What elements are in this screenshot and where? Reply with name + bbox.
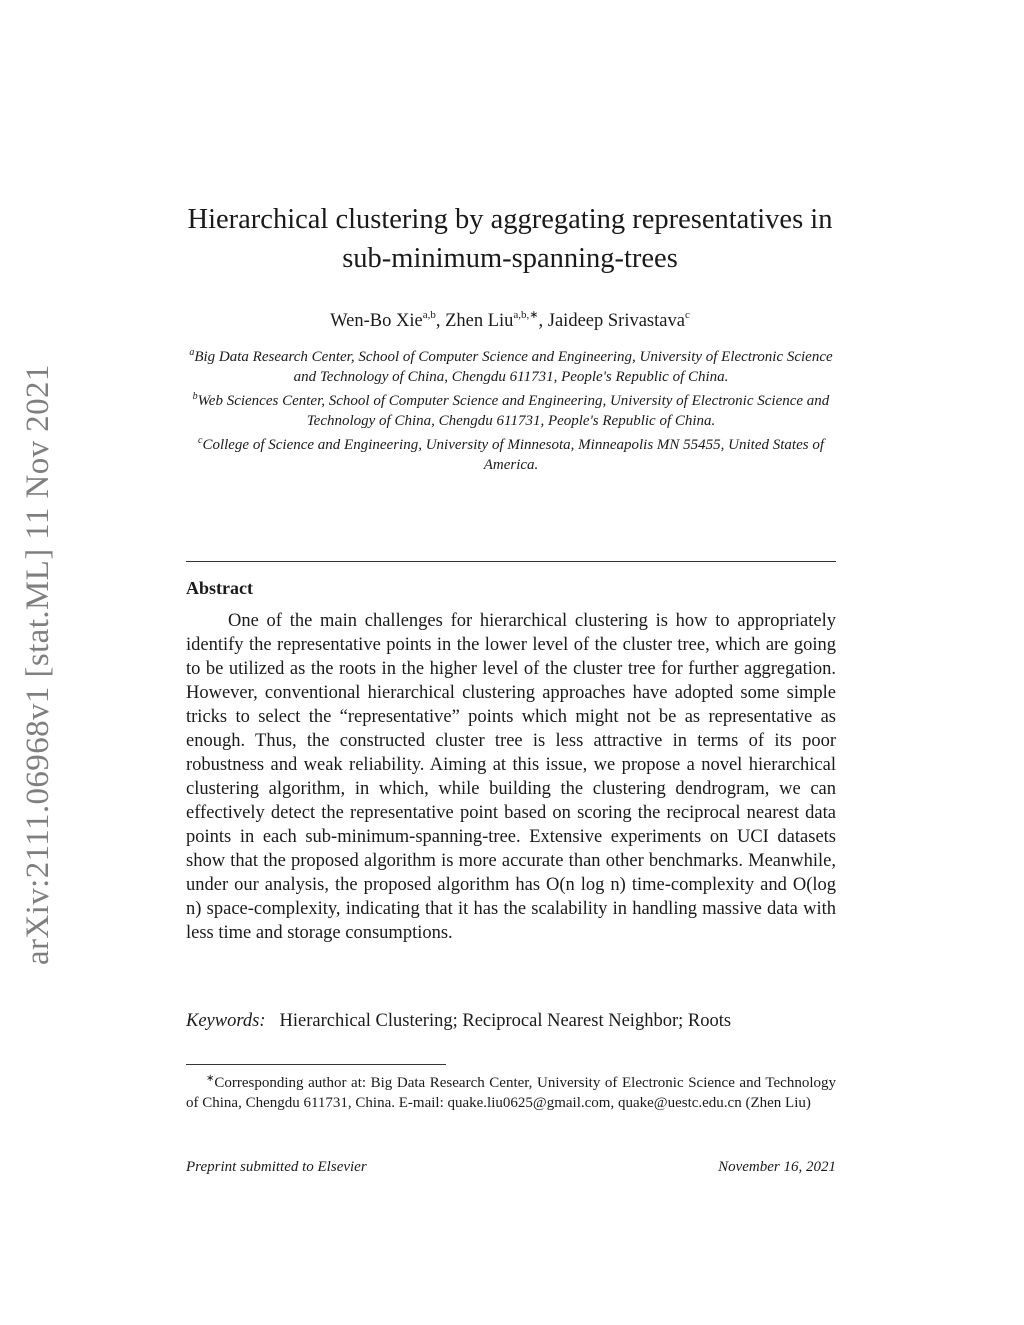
abstract-body: One of the main challenges for hierarchical clustering is how to appropriately identify the representative points in the lower level of the cluster tree, which are going to be utilized as the roots in the higher level of the cluster tree for further aggregation. However, conventional hierarchical clustering approaches have adopted some simple tricks to select the “representative” points which might not be as representative as enough. Thus, the constructed cluster tree is less attractive in terms of its poor robustness and weak reliability. Aiming at this issue, we propose a novel hierarchical clustering algorithm, in which, while building the clustering dendrogram, we can effectively detect the representative point based on scoring the reciprocal nearest data points in each sub-minimum-spanning-tree. Extensive experiments on UCI datasets show that the proposed algorithm is more accurate than other benchmarks. Meanwhile, under our analysis, the proposed algorithm has O(n log n) time-complexity and O(log n) space-complexity, indicating that it has the scalability in handling massive data with less time and storage consumptions.	[186, 611, 836, 943]
affiliation: $^c$College of Science and Engineering, University of Minnesota, Minneapolis MN 55455, United States of America.	[197, 435, 824, 473]
keywords-label: Keywords:	[186, 1011, 266, 1031]
author-list: Wen-Bo Xie$^{a,b}$, Zhen Liu$^{a,b,∗}$, Jaideep Srivastava$^c$	[330, 309, 690, 331]
footnote-divider	[186, 1064, 446, 1065]
author-name: Zhen Liu	[445, 311, 514, 331]
affiliation-list	[186, 343, 836, 475]
abstract-heading: Abstract	[186, 578, 253, 598]
footnote	[186, 1069, 836, 1113]
preprint-notice: Preprint submitted to Elsevier	[186, 1159, 367, 1175]
author-name: Jaideep Srivastava	[547, 311, 685, 331]
author-affil-mark: c	[684, 309, 690, 321]
author-affil-mark: a,b	[422, 309, 436, 321]
paper-title	[160, 200, 860, 278]
preprint-date: November 16, 2021	[718, 1159, 836, 1175]
footnote-mark: ∗	[206, 1073, 215, 1084]
keywords-text: Hierarchical Clustering; Reciprocal Nearest Neighbor; Roots	[279, 1011, 732, 1031]
arxiv-sidebar-stamp: arXiv:2111.06968v1 [stat.ML] 11 Nov 2021	[20, 364, 56, 965]
author-affil-mark: a,b,∗	[513, 309, 539, 321]
affiliation: $^b$Web Sciences Center, School of Computer Science and Engineering, University of Electronic Science and Technology of China, Chengdu 611731, People's Republic of China.	[192, 391, 830, 429]
title-line-2: sub-minimum-spanning-trees	[342, 243, 678, 274]
footnote-text: Corresponding author at: Big Data Research Center, University of Electronic Science and Technology of China, Chengdu 611731, China. E-mail: quake.liu0625@gmail.com, quake@uestc.edu.cn (Zhen Liu)	[186, 1075, 836, 1111]
title-line-1: Hierarchical clustering by aggregating representatives in	[187, 204, 833, 235]
author-name: Wen-Bo Xie	[330, 311, 423, 331]
section-divider	[186, 561, 836, 562]
keywords	[186, 1009, 836, 1033]
affiliation: $^a$Big Data Research Center, School of Computer Science and Engineering, University of Electronic Science and Technology of China, Chengdu 611731, People's Republic of China.	[189, 347, 833, 385]
